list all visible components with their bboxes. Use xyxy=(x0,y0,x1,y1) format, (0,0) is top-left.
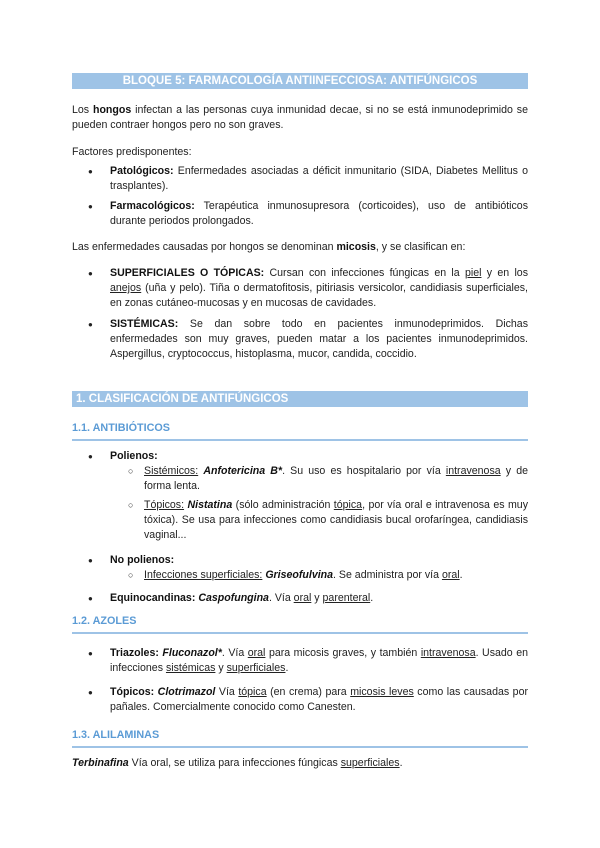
intro-paragraph xyxy=(72,103,528,133)
intro-post: infectan a las personas cuya inmunidad decae, si no se está inmunodeprimido se pueden contraer hongos pero no son graves. xyxy=(72,104,528,131)
drug-name: Clotrimazol xyxy=(157,686,216,698)
sub-text: . xyxy=(459,569,463,581)
micosis-bold: micosis xyxy=(336,241,376,253)
list-item xyxy=(72,164,528,194)
sub-text: , por vía oral e intravenosa es muy tóxica). Se usa para infecciones como candidiasis bucal orofaríngea, candidiasis vaginal... xyxy=(144,499,528,541)
azoles-list xyxy=(72,646,528,715)
item-text: para micosis graves, y también xyxy=(265,647,421,659)
sub-label: Tópicos: xyxy=(144,499,185,511)
equinocandinas-label: Equinocandinas: xyxy=(110,592,196,604)
factores-label: Factores predisponentes: xyxy=(72,146,192,158)
sub-label: Sistémicos: xyxy=(144,465,199,477)
item-underline: superficiales xyxy=(226,662,286,674)
drug-name: Griseofulvina xyxy=(265,569,334,581)
factor-term: Patológicos: xyxy=(110,165,174,177)
tipos-list xyxy=(72,266,528,362)
drug-name: Fluconazol* xyxy=(162,647,222,659)
list-item xyxy=(72,553,528,568)
sub-text: . Su uso es hospitalario por vía xyxy=(282,465,446,477)
list-item xyxy=(72,591,528,606)
factores-list xyxy=(72,164,528,229)
tipo-text: y en los xyxy=(481,267,528,279)
page-title: BLOQUE 5: FARMACOLOGÍA ANTIINFECCIOSA: ANTIFÚNGICOS xyxy=(72,73,528,89)
micosis-post: , y se clasifican en: xyxy=(375,241,466,253)
item-text: y xyxy=(215,662,227,674)
item-underline: tópica xyxy=(238,686,267,698)
item-text: . Vía xyxy=(268,592,294,604)
sub-text: y de forma lenta. xyxy=(144,465,529,492)
drug-name: Caspofungina xyxy=(198,592,269,604)
list-item xyxy=(72,449,528,464)
tipo-underline: anejos xyxy=(110,282,142,294)
drug-name: Anfotericina B* xyxy=(203,465,283,477)
item-underline: oral xyxy=(293,592,312,604)
item-underline: micosis leves xyxy=(350,686,414,698)
micosis-pre: Las enfermedades causadas por hongos se denominan xyxy=(72,241,337,253)
topicos-label: Tópicos: xyxy=(110,686,155,698)
triazoles-label: Triazoles: xyxy=(110,647,159,659)
item-underline: superficiales xyxy=(340,757,400,769)
tipo-text: (uña y pelo). Tiña o dermatofitosis, pitiriasis versicolor, candidiasis superficiales, en zonas cutáneo-mucosas y en mucosas de cavidades. xyxy=(110,282,528,309)
section-heading: 1. CLASIFICACIÓN DE ANTIFÚNGICOS xyxy=(72,391,528,407)
antibioticos-list xyxy=(72,449,528,606)
sub-text: (sólo administración xyxy=(232,499,334,511)
tipo-text: Cursan con infecciones fúngicas en la xyxy=(264,267,465,279)
tipo-text: Se dan sobre todo en pacientes inmunodeprimidos. Dichas enfermedades son muy graves, pueden matar a los pacientes inmunodeprimidos. Aspergillus, cryptococcus, histoplasma, mucor, candida, coccidio. xyxy=(110,318,528,360)
sub-list-item xyxy=(72,464,528,494)
micosis-paragraph xyxy=(72,240,528,255)
sub-underline: tópica xyxy=(333,499,363,511)
item-text: . xyxy=(399,757,403,769)
sub-label: Infecciones superficiales: xyxy=(144,569,263,581)
item-text: Vía xyxy=(215,686,239,698)
tipo-term: SUPERFICIALES O TÓPICAS: xyxy=(110,267,265,279)
polienos-label: Polienos: xyxy=(110,450,158,462)
list-item xyxy=(72,199,528,229)
item-text: . xyxy=(370,592,374,604)
item-text: como las causadas por pañales. Comercialmente conocido como Canesten. xyxy=(110,686,528,713)
factor-term: Farmacológicos: xyxy=(110,200,195,212)
sub-text: . Se administra por vía xyxy=(333,569,442,581)
item-underline: parenteral xyxy=(322,592,371,604)
tipo-term: SISTÉMICAS: xyxy=(110,318,179,330)
drug-name: Terbinafina xyxy=(72,757,129,769)
terbinafina-paragraph xyxy=(72,756,528,771)
item-text: Vía oral, se utiliza para infecciones fúngicas xyxy=(128,757,341,769)
item-underline: sistémicas xyxy=(165,662,216,674)
list-item xyxy=(72,685,528,715)
item-text: . Usado en infecciones xyxy=(110,647,528,674)
sub-list-item xyxy=(72,498,528,543)
subsection-heading: 1.1. ANTIBIÓTICOS xyxy=(72,421,528,441)
list-item xyxy=(72,646,528,676)
list-item xyxy=(72,317,528,362)
nopolienos-label: No polienos: xyxy=(110,554,175,566)
sub-underline: oral xyxy=(441,569,460,581)
sub-underline: intravenosa xyxy=(445,465,501,477)
item-underline: intravenosa xyxy=(420,647,476,659)
sub-list-item xyxy=(72,568,528,583)
intro-pre: Los xyxy=(72,104,93,116)
intro-bold: hongos xyxy=(92,104,132,116)
drug-name: Nistatina xyxy=(187,499,233,511)
item-text: . xyxy=(285,662,289,674)
subsection-heading: 1.3. ALILAMINAS xyxy=(72,728,528,748)
item-text: y xyxy=(311,592,323,604)
item-text: (en crema) para xyxy=(266,686,351,698)
item-underline: oral xyxy=(247,647,266,659)
subsection-heading: 1.2. AZOLES xyxy=(72,614,528,634)
factor-text: Enfermedades asociadas a déficit inmunitario (SIDA, Diabetes Mellitus o trasplantes). xyxy=(110,165,528,192)
factor-text: Terapéutica inmunosupresora (corticoides), uso de antibióticos durante periodos prolongados. xyxy=(110,200,528,227)
tipo-underline: piel xyxy=(464,267,482,279)
list-item xyxy=(72,266,528,311)
item-text: . Vía xyxy=(221,647,248,659)
